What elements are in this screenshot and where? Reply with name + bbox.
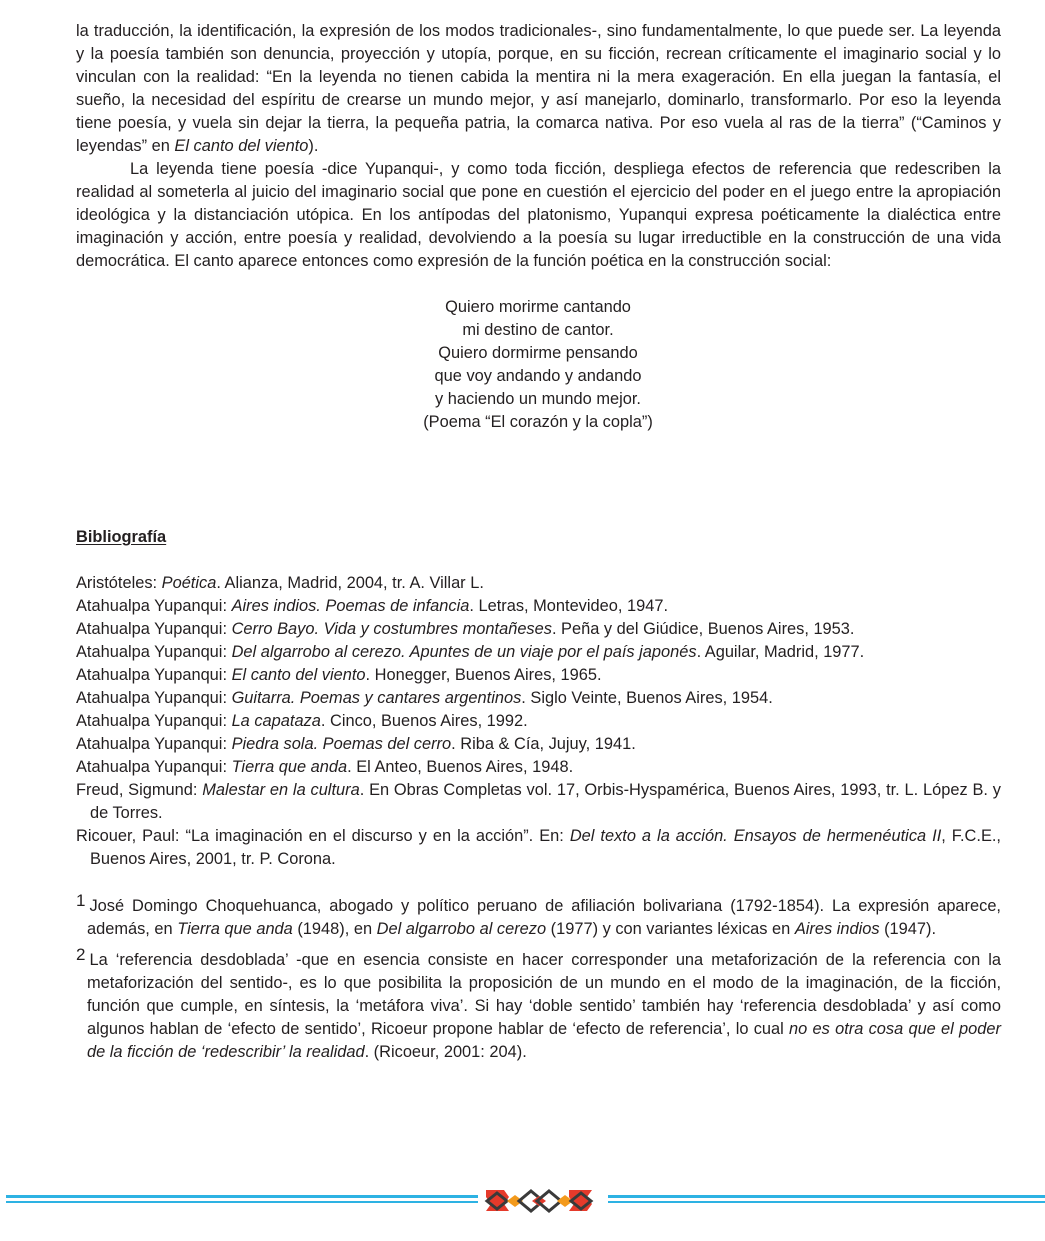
footnote-number: 2 [76,945,86,964]
footer-rule-right-thin [608,1201,1045,1203]
text-run: , F.C.E., Buenos Aires, 2001, tr. P. Corona. [90,827,1001,868]
text-run: . Riba & Cía, Jujuy, 1941. [451,735,636,753]
italic-text-run: no es otra cosa que el poder de la ficción de ‘redescribir’ la realidad [87,1020,1001,1061]
footnote-text [87,897,1001,938]
italic-text-run: Malestar en la cultura [202,781,360,799]
text-run: . El Anteo, Buenos Aires, 1948. [347,758,574,776]
text-run: . Alianza, Madrid, 2004, tr. A. Villar L. [216,574,484,592]
text-run: . Peña y del Giúdice, Buenos Aires, 1953. [551,620,855,638]
text-run: Atahualpa Yupanqui: [76,712,232,730]
bibliography-entry [76,618,1001,641]
italic-text-run: Piedra sola. Poemas del cerro [231,735,452,753]
text-run: Atahualpa Yupanqui: [76,689,232,707]
poem-line: Quiero morirme cantando [445,298,631,316]
text-run: (1977) y con variantes léxicas en [546,920,795,938]
italic-text-run: Poética [161,574,217,592]
italic-text-run: Del texto a la acción. Ensayos de hermenéutica II [569,827,942,845]
footnotes [76,891,1001,1064]
text-run: (1948), en [292,920,377,938]
body-paragraph-1 [76,20,1001,158]
italic-text-run: Guitarra. Poemas y cantares argentinos [231,689,522,707]
text-run: ). [308,137,319,155]
bibliography-entry [76,572,1001,595]
text-run: Ricouer, Paul: “La imaginación en el discurso y en la acción”. En: [76,827,570,845]
italic-text-run: Aires indios [794,920,880,938]
text-run: Atahualpa Yupanqui: [76,620,232,638]
footer-rule-left [6,1195,478,1198]
bibliography-entry [76,710,1001,733]
text-run: Atahualpa Yupanqui: [76,597,232,615]
poem-line: y haciendo un mundo mejor. [435,390,641,408]
text-run: Atahualpa Yupanqui: [76,735,232,753]
text-run: la traducción, la identificación, la expresión de los modos tradicionales-, sino fundamentalmente, lo que puede ser. La leyenda y la poesía también son denuncia, proyección y utopía, porque, en su ficción, recrean críticamente el imaginario social y lo vinculan con la realidad: “En la leyenda no tienen cabida la mentira ni la mera exageración. En ella juegan la fantasía, el sueño, la necesidad del espíritu de crearse un mundo mejor, y así manejarlo, dominarlo, transformarlo. Por eso la leyenda tiene poesía, y vuela sin dejar la tierra, la pequeña patria, la comarca nativa. Por eso vuela al ras de la tierra” (“Caminos y leyendas” en [76,22,1001,155]
footnote-1 [76,891,1001,941]
bibliography-entry [76,756,1001,779]
italic-text-run: La capataza [231,712,321,730]
italic-text-run: Del algarrobo al cerezo [376,920,547,938]
bibliography-entry [76,595,1001,618]
andean-geometric-ornament-icon [483,1187,595,1215]
footnote-text [87,951,1001,1061]
poem-block [76,296,1001,434]
poem-line: mi destino de cantor. [462,321,614,339]
body-paragraph-2: La leyenda tiene poesía -dice Yupanqui-, y como toda ficción, despliega efectos de referencia que redescriben la realidad al someterla al juicio del imaginario social que pone en cuestión el ejercicio del poder en el juego entre la apropiación ideológica y la distanciación utópica. En los antípodas del platonismo, Yupanqui expresa poéticamente la dialéctica entre imaginación y acción, entre poesía y realidad, devolviendo a la poesía su lugar irreductible en la construcción de una vida democrática. El canto aparece entonces como expresión de la función poética en la construcción social: [76,160,1001,270]
italic-text-run: Tierra que anda [177,920,293,938]
text-run: (1947). [879,920,937,938]
text-run: . Letras, Montevideo, 1947. [469,597,668,615]
footnote-2 [76,945,1001,1064]
text-run: . Cinco, Buenos Aires, 1992. [320,712,528,730]
bibliography-entry [76,664,1001,687]
poem-line: Quiero dormirme pensando [438,344,638,362]
text-run: Atahualpa Yupanqui: [76,643,232,661]
text-run: José Domingo Choquehuanca, abogado y político peruano de afiliación bolivariana (1792-1854). La expresión aparece, además, en [87,897,1001,938]
text-run: La ‘referencia desdoblada’ -que en esencia consiste en hacer corresponder una metaforización de la referencia con la metaforización del sentido-, es lo que posibilita la proposición de un mundo en el modo de la imaginación, de la ficción, función que cumple, en síntesis, la ‘metáfora viva’. Si hay ‘doble sentido’ también hay ‘referencia desdoblada’ y así como algunos hablan de ‘efecto de sentido’, Ricoeur propone hablar de ‘efecto de referencia’, lo cual [87,951,1001,1038]
bibliography-heading: Bibliografía [76,528,167,546]
footnote-number: 1 [76,891,86,910]
bibliography-entry [76,779,1001,825]
text-run: . (Ricoeur, 2001: 204). [364,1043,527,1061]
italic-text-run: Del algarrobo al cerezo. Apuntes de un viaje por el país japonés [231,643,697,661]
footer-rule-left-thin [6,1201,478,1203]
italic-text-run: Cerro Bayo. Vida y costumbres montañeses [231,620,552,638]
text-run: Atahualpa Yupanqui: [76,666,232,684]
poem-source: (Poema “El corazón y la copla”) [423,413,653,431]
text-run: Atahualpa Yupanqui: [76,758,232,776]
italic-text-run: El canto del viento [231,666,366,684]
text-run: . Aguilar, Madrid, 1977. [696,643,865,661]
italic-text-run: Aires indios. Poemas de infancia [231,597,470,615]
text-run: . Siglo Veinte, Buenos Aires, 1954. [521,689,773,707]
text-run: . Honegger, Buenos Aires, 1965. [365,666,602,684]
page-footer [0,1187,1045,1217]
bibliography-entry [76,825,1001,871]
bibliography-list [76,572,1001,871]
italic-text-run: Tierra que anda [231,758,348,776]
italic-text-run: El canto del viento [174,137,309,155]
text-run: Freud, Sigmund: [76,781,203,799]
text-run: . En Obras Completas vol. 17, Orbis-Hyspamérica, Buenos Aires, 1993, tr. L. López B. y de Torres. [90,781,1001,822]
footer-rule-right [608,1195,1045,1198]
bibliography-entry [76,641,1001,664]
bibliography-entry [76,687,1001,710]
bibliography-entry [76,733,1001,756]
page-content [76,20,1001,1071]
poem-line: que voy andando y andando [434,367,642,385]
text-run: Aristóteles: [76,574,162,592]
